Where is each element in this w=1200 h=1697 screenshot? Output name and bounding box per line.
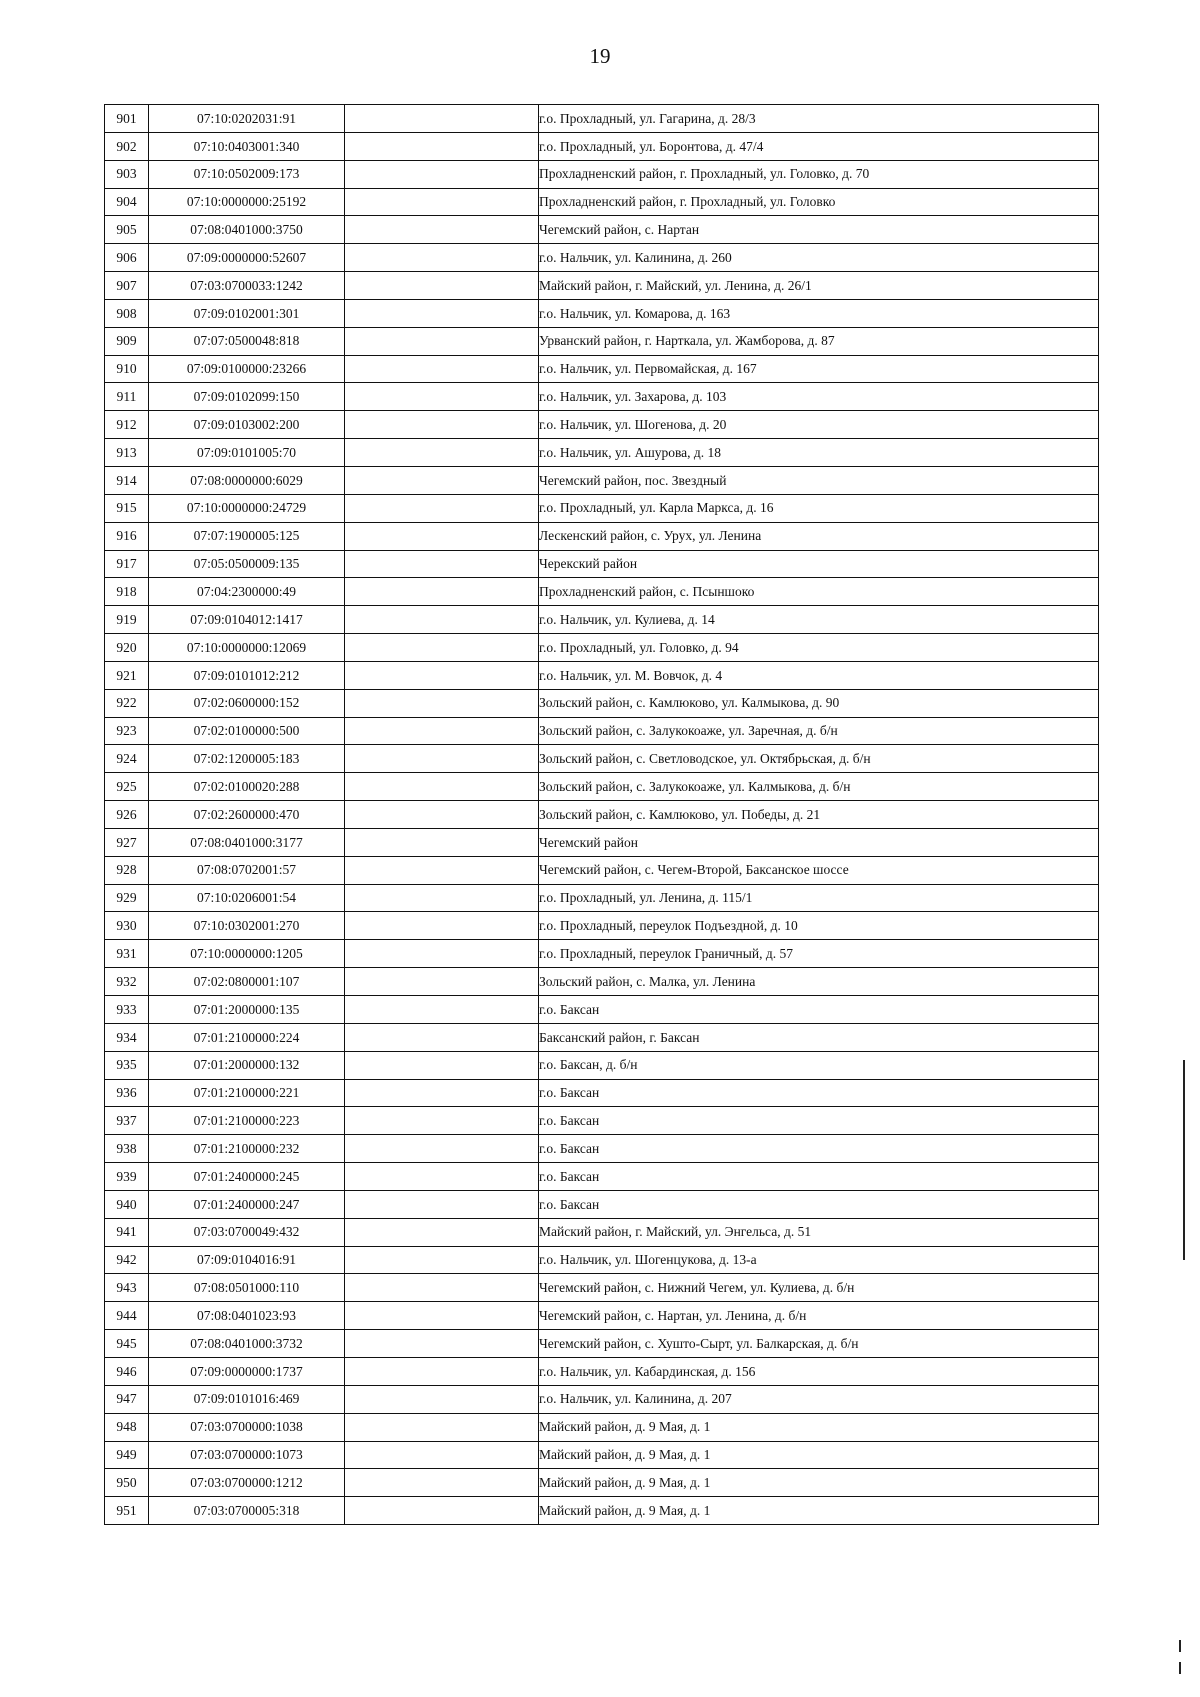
table-row bbox=[105, 550, 1099, 578]
table-row bbox=[105, 466, 1099, 494]
table-row bbox=[105, 940, 1099, 968]
cadastral-number-cell: 07:03:0700000:1212 bbox=[149, 1469, 345, 1497]
note-cell bbox=[345, 1246, 539, 1274]
cadastral-number-cell: 07:10:0403001:340 bbox=[149, 132, 345, 160]
cadastral-number-cell: 07:08:0401000:3177 bbox=[149, 828, 345, 856]
row-number-cell: 940 bbox=[105, 1190, 149, 1218]
address-cell: Чегемский район, с. Нартан bbox=[539, 216, 1099, 244]
row-number-cell: 920 bbox=[105, 634, 149, 662]
cadastral-number-cell: 07:02:0800001:107 bbox=[149, 968, 345, 996]
note-cell bbox=[345, 105, 539, 133]
address-cell: г.о. Баксан bbox=[539, 1190, 1099, 1218]
cadastral-number-cell: 07:02:0100020:288 bbox=[149, 773, 345, 801]
address-cell: г.о. Прохладный, ул. Боронтова, д. 47/4 bbox=[539, 132, 1099, 160]
address-cell: Майский район, д. 9 Мая, д. 1 bbox=[539, 1497, 1099, 1525]
address-cell: Урванский район, г. Нарткала, ул. Жамборова, д. 87 bbox=[539, 327, 1099, 355]
note-cell bbox=[345, 1274, 539, 1302]
row-number-cell: 946 bbox=[105, 1357, 149, 1385]
note-cell bbox=[345, 968, 539, 996]
cadastral-number-cell: 07:03:0700000:1038 bbox=[149, 1413, 345, 1441]
row-number-cell: 947 bbox=[105, 1385, 149, 1413]
note-cell bbox=[345, 1107, 539, 1135]
note-cell bbox=[345, 1079, 539, 1107]
note-cell bbox=[345, 745, 539, 773]
address-cell: г.о. Нальчик, ул. Захарова, д. 103 bbox=[539, 383, 1099, 411]
address-cell: г.о. Нальчик, ул. Шогенцукова, д. 13-а bbox=[539, 1246, 1099, 1274]
note-cell bbox=[345, 1497, 539, 1525]
cadastral-number-cell: 07:09:0101005:70 bbox=[149, 439, 345, 467]
address-cell: Чегемский район, с. Нартан, ул. Ленина, д. б/н bbox=[539, 1302, 1099, 1330]
note-cell bbox=[345, 1218, 539, 1246]
address-cell: Майский район, г. Майский, ул. Энгельса, д. 51 bbox=[539, 1218, 1099, 1246]
address-cell: г.о. Нальчик, ул. Шогенова, д. 20 bbox=[539, 411, 1099, 439]
table-row bbox=[105, 1441, 1099, 1469]
row-number-cell: 938 bbox=[105, 1135, 149, 1163]
row-number-cell: 950 bbox=[105, 1469, 149, 1497]
table-row bbox=[105, 355, 1099, 383]
address-cell: Зольский район, с. Залукокоаже, ул. Заречная, д. б/н bbox=[539, 717, 1099, 745]
cadastral-number-cell: 07:03:0700000:1073 bbox=[149, 1441, 345, 1469]
address-cell: г.о. Прохладный, переулок Подъездной, д. 10 bbox=[539, 912, 1099, 940]
cadastral-number-cell: 07:02:0600000:152 bbox=[149, 689, 345, 717]
row-number-cell: 924 bbox=[105, 745, 149, 773]
row-number-cell: 902 bbox=[105, 132, 149, 160]
note-cell bbox=[345, 689, 539, 717]
address-cell: Чегемский район, с. Чегем-Второй, Баксанское шоссе bbox=[539, 856, 1099, 884]
page-number: 19 bbox=[589, 44, 611, 68]
address-cell: г.о. Прохладный, ул. Ленина, д. 115/1 bbox=[539, 884, 1099, 912]
table-row bbox=[105, 439, 1099, 467]
row-number-cell: 907 bbox=[105, 272, 149, 300]
row-number-cell: 944 bbox=[105, 1302, 149, 1330]
address-cell: г.о. Баксан bbox=[539, 1107, 1099, 1135]
cadastral-number-cell: 07:10:0206001:54 bbox=[149, 884, 345, 912]
note-cell bbox=[345, 550, 539, 578]
row-number-cell: 901 bbox=[105, 105, 149, 133]
table-row bbox=[105, 1190, 1099, 1218]
note-cell bbox=[345, 439, 539, 467]
cadastral-number-cell: 07:08:0702001:57 bbox=[149, 856, 345, 884]
table-row bbox=[105, 717, 1099, 745]
scan-edge-mark bbox=[1183, 1060, 1185, 1260]
table-row bbox=[105, 912, 1099, 940]
address-cell: г.о. Нальчик, ул. Калинина, д. 260 bbox=[539, 244, 1099, 272]
address-cell: г.о. Баксан bbox=[539, 1163, 1099, 1191]
table-row bbox=[105, 968, 1099, 996]
address-cell: Зольский район, с. Залукокоаже, ул. Калмыкова, д. б/н bbox=[539, 773, 1099, 801]
note-cell bbox=[345, 1163, 539, 1191]
table-row bbox=[105, 996, 1099, 1024]
address-cell: г.о. Прохладный, ул. Головко, д. 94 bbox=[539, 634, 1099, 662]
address-cell: г.о. Прохладный, переулок Граничный, д. 57 bbox=[539, 940, 1099, 968]
row-number-cell: 933 bbox=[105, 996, 149, 1024]
note-cell bbox=[345, 132, 539, 160]
note-cell bbox=[345, 1190, 539, 1218]
address-cell: Чегемский район, с. Хушто-Сырт, ул. Балкарская, д. б/н bbox=[539, 1330, 1099, 1358]
row-number-cell: 904 bbox=[105, 188, 149, 216]
note-cell bbox=[345, 1302, 539, 1330]
cadastral-number-cell: 07:02:1200005:183 bbox=[149, 745, 345, 773]
cadastral-number-cell: 07:08:0401000:3732 bbox=[149, 1330, 345, 1358]
address-cell: Чегемский район, пос. Звездный bbox=[539, 466, 1099, 494]
cadastral-number-cell: 07:02:0100000:500 bbox=[149, 717, 345, 745]
table-row bbox=[105, 1302, 1099, 1330]
row-number-cell: 941 bbox=[105, 1218, 149, 1246]
cadastral-number-cell: 07:08:0501000:110 bbox=[149, 1274, 345, 1302]
cadastral-number-cell: 07:07:0500048:818 bbox=[149, 327, 345, 355]
table-row bbox=[105, 522, 1099, 550]
table-row bbox=[105, 1079, 1099, 1107]
row-number-cell: 923 bbox=[105, 717, 149, 745]
row-number-cell: 936 bbox=[105, 1079, 149, 1107]
cadastral-number-cell: 07:03:0700033:1242 bbox=[149, 272, 345, 300]
note-cell bbox=[345, 244, 539, 272]
note-cell bbox=[345, 1441, 539, 1469]
table-row bbox=[105, 773, 1099, 801]
table-row bbox=[105, 578, 1099, 606]
row-number-cell: 926 bbox=[105, 801, 149, 829]
address-cell: Майский район, д. 9 Мая, д. 1 bbox=[539, 1441, 1099, 1469]
cadastral-number-cell: 07:01:2100000:224 bbox=[149, 1023, 345, 1051]
table-row bbox=[105, 689, 1099, 717]
note-cell bbox=[345, 466, 539, 494]
table-row bbox=[105, 1330, 1099, 1358]
address-cell: г.о. Нальчик, ул. Кабардинская, д. 156 bbox=[539, 1357, 1099, 1385]
address-cell: г.о. Нальчик, ул. Кулиева, д. 14 bbox=[539, 606, 1099, 634]
address-cell: г.о. Прохладный, ул. Карла Маркса, д. 16 bbox=[539, 494, 1099, 522]
row-number-cell: 948 bbox=[105, 1413, 149, 1441]
address-cell: Чегемский район, с. Нижний Чегем, ул. Кулиева, д. б/н bbox=[539, 1274, 1099, 1302]
cadastral-number-cell: 07:01:2400000:247 bbox=[149, 1190, 345, 1218]
cadastral-number-cell: 07:08:0000000:6029 bbox=[149, 466, 345, 494]
row-number-cell: 913 bbox=[105, 439, 149, 467]
note-cell bbox=[345, 1135, 539, 1163]
note-cell bbox=[345, 1051, 539, 1079]
row-number-cell: 943 bbox=[105, 1274, 149, 1302]
cadastral-number-cell: 07:10:0000000:24729 bbox=[149, 494, 345, 522]
cadastral-number-cell: 07:09:0101016:469 bbox=[149, 1385, 345, 1413]
row-number-cell: 910 bbox=[105, 355, 149, 383]
note-cell bbox=[345, 327, 539, 355]
note-cell bbox=[345, 801, 539, 829]
table-row bbox=[105, 1023, 1099, 1051]
row-number-cell: 925 bbox=[105, 773, 149, 801]
table-row bbox=[105, 1163, 1099, 1191]
cadastral-number-cell: 07:10:0000000:25192 bbox=[149, 188, 345, 216]
table-row bbox=[105, 1274, 1099, 1302]
row-number-cell: 932 bbox=[105, 968, 149, 996]
note-cell bbox=[345, 272, 539, 300]
row-number-cell: 927 bbox=[105, 828, 149, 856]
note-cell bbox=[345, 1330, 539, 1358]
row-number-cell: 930 bbox=[105, 912, 149, 940]
table-row bbox=[105, 272, 1099, 300]
scan-edge-mark bbox=[1179, 1640, 1181, 1652]
table-row bbox=[105, 132, 1099, 160]
scan-edge-mark bbox=[1179, 1662, 1181, 1674]
address-cell: Зольский район, с. Камлюково, ул. Победы, д. 21 bbox=[539, 801, 1099, 829]
cadastral-number-cell: 07:01:2000000:132 bbox=[149, 1051, 345, 1079]
note-cell bbox=[345, 996, 539, 1024]
address-cell: г.о. Нальчик, ул. Калинина, д. 207 bbox=[539, 1385, 1099, 1413]
address-cell: Прохладненский район, с. Псыншоко bbox=[539, 578, 1099, 606]
cadastral-number-cell: 07:01:2400000:245 bbox=[149, 1163, 345, 1191]
row-number-cell: 919 bbox=[105, 606, 149, 634]
cadastral-number-cell: 07:03:0700049:432 bbox=[149, 1218, 345, 1246]
table-row bbox=[105, 634, 1099, 662]
table-row bbox=[105, 1413, 1099, 1441]
note-cell bbox=[345, 216, 539, 244]
note-cell bbox=[345, 856, 539, 884]
address-cell: Прохладненский район, г. Прохладный, ул. Головко, д. 70 bbox=[539, 160, 1099, 188]
cadastral-number-cell: 07:01:2100000:232 bbox=[149, 1135, 345, 1163]
note-cell bbox=[345, 773, 539, 801]
row-number-cell: 918 bbox=[105, 578, 149, 606]
note-cell bbox=[345, 884, 539, 912]
row-number-cell: 917 bbox=[105, 550, 149, 578]
table-row bbox=[105, 216, 1099, 244]
row-number-cell: 911 bbox=[105, 383, 149, 411]
table-row bbox=[105, 801, 1099, 829]
cadastral-number-cell: 07:01:2000000:135 bbox=[149, 996, 345, 1024]
note-cell bbox=[345, 634, 539, 662]
note-cell bbox=[345, 188, 539, 216]
note-cell bbox=[345, 355, 539, 383]
table-row bbox=[105, 856, 1099, 884]
table-row bbox=[105, 1218, 1099, 1246]
row-number-cell: 942 bbox=[105, 1246, 149, 1274]
row-number-cell: 914 bbox=[105, 466, 149, 494]
table-row bbox=[105, 1385, 1099, 1413]
address-cell: г.о. Баксан, д. б/н bbox=[539, 1051, 1099, 1079]
row-number-cell: 945 bbox=[105, 1330, 149, 1358]
address-cell: г.о. Нальчик, ул. М. Вовчок, д. 4 bbox=[539, 661, 1099, 689]
row-number-cell: 931 bbox=[105, 940, 149, 968]
cadastral-number-cell: 07:09:0000000:52607 bbox=[149, 244, 345, 272]
row-number-cell: 905 bbox=[105, 216, 149, 244]
note-cell bbox=[345, 661, 539, 689]
table-row bbox=[105, 188, 1099, 216]
table-row bbox=[105, 661, 1099, 689]
table-row bbox=[105, 745, 1099, 773]
note-cell bbox=[345, 940, 539, 968]
cadastral-number-cell: 07:01:2100000:223 bbox=[149, 1107, 345, 1135]
table-row bbox=[105, 299, 1099, 327]
cadastral-number-cell: 07:10:0000000:12069 bbox=[149, 634, 345, 662]
address-cell: Майский район, д. 9 Мая, д. 1 bbox=[539, 1413, 1099, 1441]
row-number-cell: 906 bbox=[105, 244, 149, 272]
cadastral-number-cell: 07:10:0202031:91 bbox=[149, 105, 345, 133]
cadastral-number-cell: 07:09:0000000:1737 bbox=[149, 1357, 345, 1385]
row-number-cell: 929 bbox=[105, 884, 149, 912]
table-row bbox=[105, 411, 1099, 439]
table-row bbox=[105, 1357, 1099, 1385]
row-number-cell: 921 bbox=[105, 661, 149, 689]
cadastral-number-cell: 07:09:0104016:91 bbox=[149, 1246, 345, 1274]
table-row bbox=[105, 244, 1099, 272]
address-cell: Черекский район bbox=[539, 550, 1099, 578]
table-row bbox=[105, 1469, 1099, 1497]
address-cell: г.о. Баксан bbox=[539, 1079, 1099, 1107]
row-number-cell: 915 bbox=[105, 494, 149, 522]
cadastral-number-cell: 07:09:0103002:200 bbox=[149, 411, 345, 439]
table-row bbox=[105, 1107, 1099, 1135]
note-cell bbox=[345, 1413, 539, 1441]
row-number-cell: 928 bbox=[105, 856, 149, 884]
row-number-cell: 934 bbox=[105, 1023, 149, 1051]
table-row bbox=[105, 828, 1099, 856]
table-row bbox=[105, 383, 1099, 411]
row-number-cell: 916 bbox=[105, 522, 149, 550]
table-row bbox=[105, 1135, 1099, 1163]
cadastral-number-cell: 07:09:0102099:150 bbox=[149, 383, 345, 411]
table-row bbox=[105, 494, 1099, 522]
note-cell bbox=[345, 494, 539, 522]
address-cell: г.о. Баксан bbox=[539, 996, 1099, 1024]
cadastral-number-cell: 07:01:2100000:221 bbox=[149, 1079, 345, 1107]
table-row bbox=[105, 1497, 1099, 1525]
table-row bbox=[105, 1246, 1099, 1274]
registry-table bbox=[104, 104, 1099, 1525]
cadastral-number-cell: 07:09:0101012:212 bbox=[149, 661, 345, 689]
registry-table-body bbox=[105, 105, 1099, 1525]
row-number-cell: 908 bbox=[105, 299, 149, 327]
note-cell bbox=[345, 522, 539, 550]
table-row bbox=[105, 1051, 1099, 1079]
cadastral-number-cell: 07:09:0104012:1417 bbox=[149, 606, 345, 634]
cadastral-number-cell: 07:10:0000000:1205 bbox=[149, 940, 345, 968]
cadastral-number-cell: 07:09:0100000:23266 bbox=[149, 355, 345, 383]
address-cell: Чегемский район bbox=[539, 828, 1099, 856]
cadastral-number-cell: 07:02:2600000:470 bbox=[149, 801, 345, 829]
address-cell: Прохладненский район, г. Прохладный, ул. Головко bbox=[539, 188, 1099, 216]
row-number-cell: 909 bbox=[105, 327, 149, 355]
note-cell bbox=[345, 299, 539, 327]
note-cell bbox=[345, 912, 539, 940]
address-cell: г.о. Прохладный, ул. Гагарина, д. 28/3 bbox=[539, 105, 1099, 133]
address-cell: Зольский район, с. Малка, ул. Ленина bbox=[539, 968, 1099, 996]
table-row bbox=[105, 884, 1099, 912]
table-row bbox=[105, 606, 1099, 634]
address-cell: г.о. Нальчик, ул. Первомайская, д. 167 bbox=[539, 355, 1099, 383]
cadastral-number-cell: 07:07:1900005:125 bbox=[149, 522, 345, 550]
cadastral-number-cell: 07:08:0401000:3750 bbox=[149, 216, 345, 244]
table-row bbox=[105, 160, 1099, 188]
note-cell bbox=[345, 411, 539, 439]
row-number-cell: 939 bbox=[105, 1163, 149, 1191]
note-cell bbox=[345, 606, 539, 634]
address-cell: Зольский район, с. Камлюково, ул. Калмыкова, д. 90 bbox=[539, 689, 1099, 717]
note-cell bbox=[345, 1469, 539, 1497]
note-cell bbox=[345, 383, 539, 411]
address-cell: Лескенский район, с. Урух, ул. Ленина bbox=[539, 522, 1099, 550]
cadastral-number-cell: 07:03:0700005:318 bbox=[149, 1497, 345, 1525]
table-row bbox=[105, 327, 1099, 355]
address-cell: Майский район, д. 9 Мая, д. 1 bbox=[539, 1469, 1099, 1497]
table-row bbox=[105, 105, 1099, 133]
address-cell: г.о. Нальчик, ул. Ашурова, д. 18 bbox=[539, 439, 1099, 467]
cadastral-number-cell: 07:09:0102001:301 bbox=[149, 299, 345, 327]
row-number-cell: 922 bbox=[105, 689, 149, 717]
row-number-cell: 935 bbox=[105, 1051, 149, 1079]
cadastral-number-cell: 07:10:0302001:270 bbox=[149, 912, 345, 940]
cadastral-number-cell: 07:04:2300000:49 bbox=[149, 578, 345, 606]
cadastral-number-cell: 07:08:0401023:93 bbox=[149, 1302, 345, 1330]
row-number-cell: 912 bbox=[105, 411, 149, 439]
address-cell: г.о. Нальчик, ул. Комарова, д. 163 bbox=[539, 299, 1099, 327]
address-cell: г.о. Баксан bbox=[539, 1135, 1099, 1163]
note-cell bbox=[345, 1023, 539, 1051]
row-number-cell: 903 bbox=[105, 160, 149, 188]
address-cell: Майский район, г. Майский, ул. Ленина, д. 26/1 bbox=[539, 272, 1099, 300]
note-cell bbox=[345, 828, 539, 856]
address-cell: Баксанский район, г. Баксан bbox=[539, 1023, 1099, 1051]
note-cell bbox=[345, 160, 539, 188]
note-cell bbox=[345, 717, 539, 745]
note-cell bbox=[345, 578, 539, 606]
note-cell bbox=[345, 1385, 539, 1413]
row-number-cell: 949 bbox=[105, 1441, 149, 1469]
address-cell: Зольский район, с. Светловодское, ул. Октябрьская, д. б/н bbox=[539, 745, 1099, 773]
note-cell bbox=[345, 1357, 539, 1385]
cadastral-number-cell: 07:10:0502009:173 bbox=[149, 160, 345, 188]
cadastral-number-cell: 07:05:0500009:135 bbox=[149, 550, 345, 578]
row-number-cell: 951 bbox=[105, 1497, 149, 1525]
row-number-cell: 937 bbox=[105, 1107, 149, 1135]
